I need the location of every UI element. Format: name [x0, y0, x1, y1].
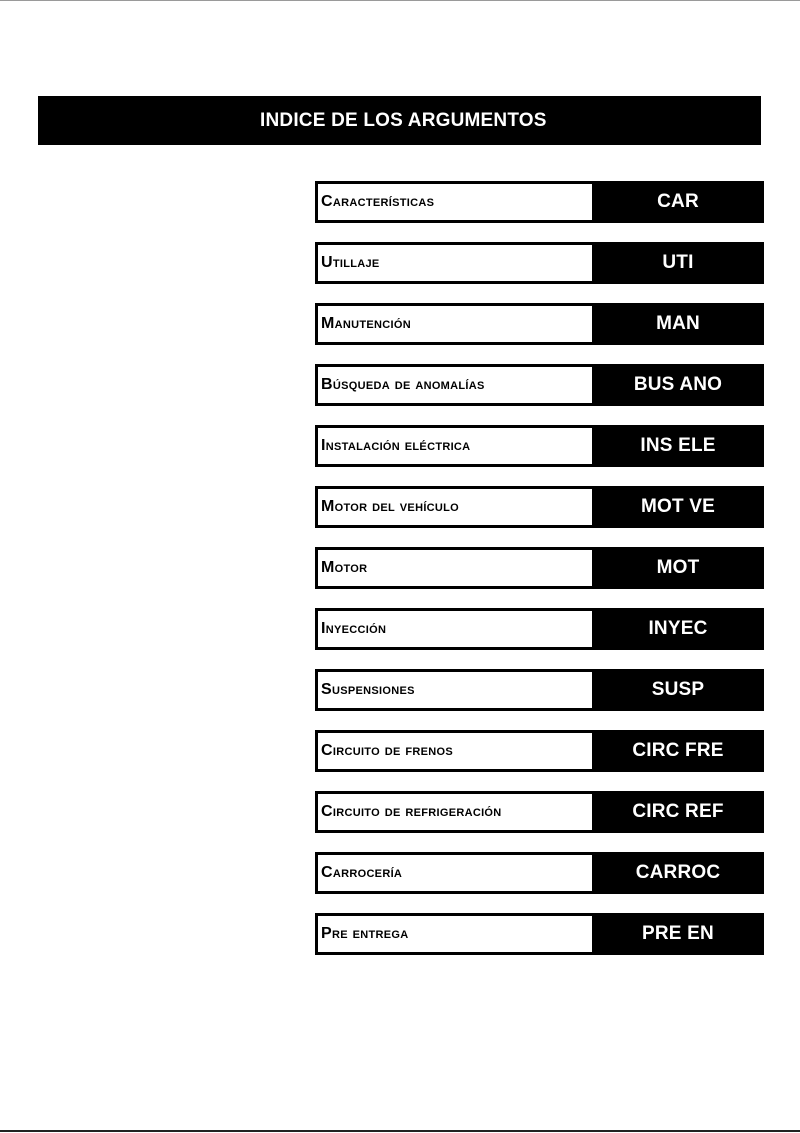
index-item-circuito-refrigeracion[interactable] — [315, 791, 764, 833]
index-item-pre-entrega[interactable] — [315, 913, 764, 955]
index-item-busqueda-anomalias[interactable] — [315, 364, 764, 406]
index-item-code: MOT — [656, 557, 700, 578]
index-item-instalacion-electrica[interactable] — [315, 425, 764, 467]
index-item-code: MAN — [656, 313, 700, 334]
index-item-caracteristicas[interactable] — [315, 181, 764, 223]
index-item-label: Suspensiones — [315, 669, 592, 711]
index-item-suspensiones[interactable] — [315, 669, 764, 711]
page-title: INDICE DE LOS ARGUMENTOS — [260, 110, 547, 131]
index-item-label: Motor — [315, 547, 592, 589]
index-item-circuito-frenos[interactable] — [315, 730, 764, 772]
top-divider — [0, 0, 800, 1]
index-item-manutencion[interactable] — [315, 303, 764, 345]
index-title-bar — [38, 96, 761, 145]
index-item-code: CAR — [657, 191, 699, 212]
index-item-label: Carrocería — [315, 852, 592, 894]
index-item-utillaje[interactable] — [315, 242, 764, 284]
index-item-code: PRE EN — [642, 923, 714, 944]
index-item-code: BUS ANO — [633, 374, 723, 395]
index-item-inyeccion[interactable] — [315, 608, 764, 650]
index-item-label: Manutención — [315, 303, 592, 345]
index-item-motor-vehiculo[interactable] — [315, 486, 764, 528]
index-item-code: INS ELE — [640, 435, 716, 456]
index-list — [315, 181, 764, 974]
index-item-code: SUSP — [651, 679, 705, 700]
index-item-label: Circuito de frenos — [315, 730, 592, 772]
index-item-label: Inyección — [315, 608, 592, 650]
index-item-code: INYEC — [648, 618, 708, 639]
bottom-divider — [0, 1130, 800, 1132]
index-item-label: Motor del vehículo — [315, 486, 592, 528]
index-item-code: CIRC REF — [632, 801, 724, 822]
index-item-label: Circuito de refrigeración — [315, 791, 592, 833]
index-item-label: Pre entrega — [315, 913, 592, 955]
index-item-label: Utillaje — [315, 242, 592, 284]
index-item-code: CARROC — [635, 862, 721, 883]
index-item-label: Características — [315, 181, 592, 223]
index-item-code: MOT VE — [640, 496, 716, 517]
index-item-label: Instalación eléctrica — [315, 425, 592, 467]
index-item-code: UTI — [662, 252, 694, 273]
index-item-motor[interactable] — [315, 547, 764, 589]
index-item-label: Búsqueda de anomalías — [315, 364, 592, 406]
index-item-code: CIRC FRE — [632, 740, 724, 761]
index-item-carroceria[interactable] — [315, 852, 764, 894]
